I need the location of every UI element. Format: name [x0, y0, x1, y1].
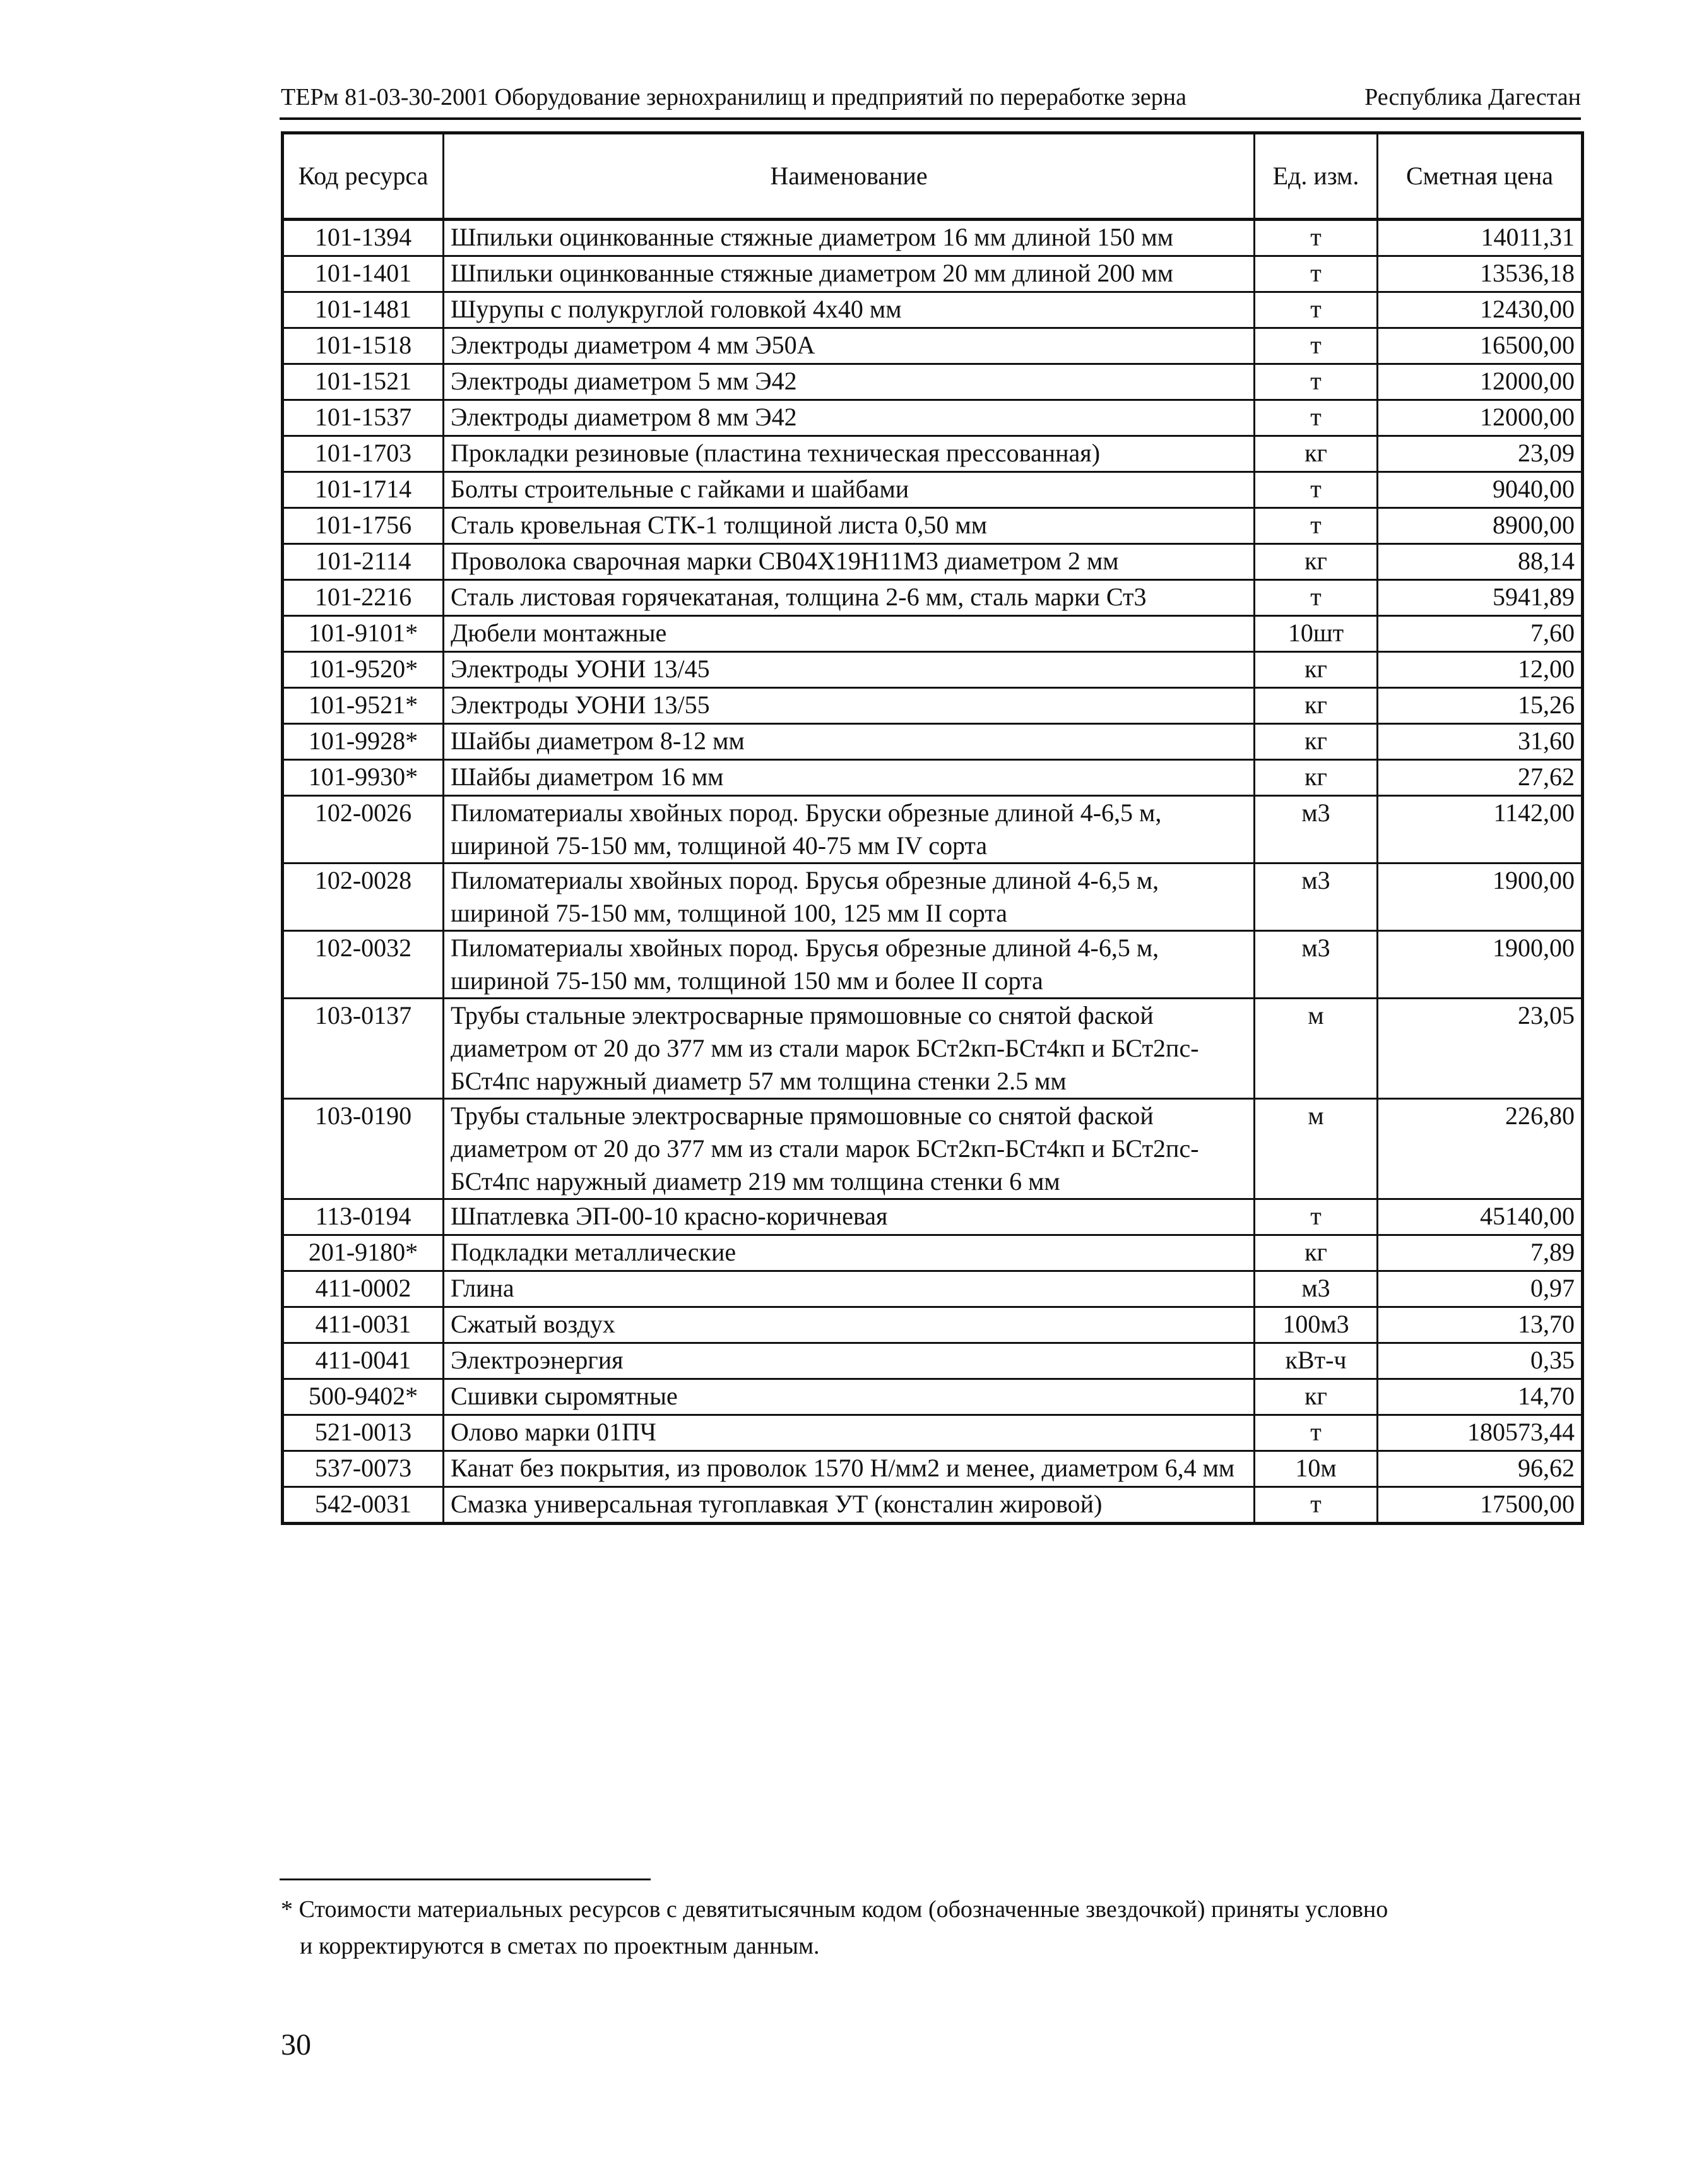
- table-row: [283, 688, 1583, 724]
- cell-price: 15,26: [1378, 688, 1583, 724]
- cell-price: 13,70: [1378, 1307, 1583, 1343]
- page-header: [281, 80, 1581, 115]
- cell-code: 103-0137: [283, 999, 444, 1099]
- cell-code: 411-0002: [283, 1271, 444, 1307]
- cell-price: 31,60: [1378, 724, 1583, 760]
- column-header-price: Сметная цена: [1378, 133, 1583, 220]
- table-row: [283, 652, 1583, 688]
- cell-unit: 10шт: [1255, 616, 1378, 652]
- cell-code: 101-1394: [283, 220, 444, 256]
- footnote-divider: [280, 1878, 651, 1880]
- table-row: [283, 508, 1583, 544]
- cell-name: Шпильки оцинкованные стяжные диаметром 16 мм длиной 150 мм: [444, 220, 1255, 256]
- cell-name: Шпильки оцинкованные стяжные диаметром 20 мм длиной 200 мм: [444, 256, 1255, 292]
- cell-unit: 100м3: [1255, 1307, 1378, 1343]
- table-row: [283, 256, 1583, 292]
- table-row: [283, 1235, 1583, 1271]
- cell-price: 45140,00: [1378, 1199, 1583, 1235]
- table-row: [283, 1343, 1583, 1379]
- column-header-unit: Ед. изм.: [1255, 133, 1378, 220]
- cell-price: 0,35: [1378, 1343, 1583, 1379]
- cell-name: Болты строительные с гайками и шайбами: [444, 472, 1255, 508]
- cell-code: 411-0031: [283, 1307, 444, 1343]
- table-row: [283, 544, 1583, 580]
- page-number: 30: [281, 2028, 311, 2062]
- cell-code: 521-0013: [283, 1415, 444, 1451]
- cell-unit: кг: [1255, 544, 1378, 580]
- cell-code: 500-9402*: [283, 1379, 444, 1415]
- table-row: [283, 760, 1583, 796]
- table-row: [283, 999, 1583, 1099]
- cell-price: 226,80: [1378, 1099, 1583, 1199]
- cell-name: Электроды диаметром 8 мм Э42: [444, 400, 1255, 436]
- cell-unit: кг: [1255, 760, 1378, 796]
- cell-unit: т: [1255, 580, 1378, 616]
- cell-code: 537-0073: [283, 1451, 444, 1487]
- cell-name: Сталь кровельная СТК-1 толщиной листа 0,50 мм: [444, 508, 1255, 544]
- cell-code: 101-2114: [283, 544, 444, 580]
- cell-unit: т: [1255, 472, 1378, 508]
- cell-name: Шайбы диаметром 8-12 мм: [444, 724, 1255, 760]
- cell-name: Пиломатериалы хвойных пород. Брусья обрезные длиной 4-6,5 м, шириной 75-150 мм, толщиной 150 мм и более II сорта: [444, 931, 1255, 999]
- cell-code: 101-1703: [283, 436, 444, 472]
- table-row: [283, 1307, 1583, 1343]
- cell-price: 14,70: [1378, 1379, 1583, 1415]
- cell-code: 101-1481: [283, 292, 444, 328]
- cell-unit: т: [1255, 364, 1378, 400]
- column-header-code: Код ресурса: [283, 133, 444, 220]
- table-row: [283, 931, 1583, 999]
- cell-name: Прокладки резиновые (пластина техническая прессованная): [444, 436, 1255, 472]
- table-row: [283, 864, 1583, 931]
- cell-name: Сшивки сыромятные: [444, 1379, 1255, 1415]
- footnote-line: * Стоимости материальных ресурсов с девятитысячным кодом (обозначенные звездочкой) приняты условно: [281, 1896, 1388, 1923]
- cell-unit: кг: [1255, 1379, 1378, 1415]
- cell-name: Трубы стальные электросварные прямошовные со снятой фаской диаметром от 20 до 377 мм из стали марок БСт2кп-БСт4кп и БСт2пс-БСт4пс наружный диаметр 57 мм толщина стенки 2.5 мм: [444, 999, 1255, 1099]
- table-row: [283, 220, 1583, 256]
- cell-unit: м: [1255, 999, 1378, 1099]
- table-row: [283, 1379, 1583, 1415]
- cell-code: 101-9521*: [283, 688, 444, 724]
- cell-code: 113-0194: [283, 1199, 444, 1235]
- cell-price: 14011,31: [1378, 220, 1583, 256]
- cell-unit: м3: [1255, 1271, 1378, 1307]
- cell-code: 101-1537: [283, 400, 444, 436]
- cell-name: Смазка универсальная тугоплавкая УТ (консталин жировой): [444, 1487, 1255, 1524]
- cell-name: Электроды диаметром 5 мм Э42: [444, 364, 1255, 400]
- cell-code: 101-9928*: [283, 724, 444, 760]
- cell-name: Пиломатериалы хвойных пород. Бруски обрезные длиной 4-6,5 м, шириной 75-150 мм, толщиной 40-75 мм IV сорта: [444, 796, 1255, 864]
- cell-unit: кг: [1255, 1235, 1378, 1271]
- table-row: [283, 400, 1583, 436]
- cell-code: 101-1518: [283, 328, 444, 364]
- cell-name: Дюбели монтажные: [444, 616, 1255, 652]
- cell-price: 23,09: [1378, 436, 1583, 472]
- cell-unit: м3: [1255, 931, 1378, 999]
- table-row: [283, 364, 1583, 400]
- cell-price: 1900,00: [1378, 864, 1583, 931]
- cell-code: 542-0031: [283, 1487, 444, 1524]
- cell-name: Шпатлевка ЭП-00-10 красно-коричневая: [444, 1199, 1255, 1235]
- cell-price: 0,97: [1378, 1271, 1583, 1307]
- cell-price: 12000,00: [1378, 364, 1583, 400]
- table-row: [283, 1487, 1583, 1524]
- cell-name: Сталь листовая горячекатаная, толщина 2-6 мм, сталь марки Ст3: [444, 580, 1255, 616]
- cell-price: 88,14: [1378, 544, 1583, 580]
- cell-code: 101-1521: [283, 364, 444, 400]
- document-title: ТЕРм 81-03-30-2001 Оборудование зернохранилищ и предприятий по переработке зерна: [281, 84, 1186, 110]
- cell-price: 12000,00: [1378, 400, 1583, 436]
- cell-name: Пиломатериалы хвойных пород. Брусья обрезные длиной 4-6,5 м, шириной 75-150 мм, толщиной 100, 125 мм II сорта: [444, 864, 1255, 931]
- cell-price: 23,05: [1378, 999, 1583, 1099]
- cell-price: 12430,00: [1378, 292, 1583, 328]
- table-row: [283, 724, 1583, 760]
- cell-code: 101-2216: [283, 580, 444, 616]
- cell-name: Олово марки 01ПЧ: [444, 1415, 1255, 1451]
- region-label: Республика Дагестан: [1364, 84, 1581, 110]
- cell-unit: т: [1255, 508, 1378, 544]
- cell-price: 8900,00: [1378, 508, 1583, 544]
- cell-price: 180573,44: [1378, 1415, 1583, 1451]
- column-header-name: Наименование: [444, 133, 1255, 220]
- cell-price: 7,89: [1378, 1235, 1583, 1271]
- cell-unit: м3: [1255, 796, 1378, 864]
- table-header-row: [283, 133, 1583, 220]
- cell-unit: т: [1255, 220, 1378, 256]
- table-row: [283, 1199, 1583, 1235]
- cell-unit: кг: [1255, 436, 1378, 472]
- cell-price: 27,62: [1378, 760, 1583, 796]
- cell-unit: кВт-ч: [1255, 1343, 1378, 1379]
- table-row: [283, 796, 1583, 864]
- cell-name: Электроды УОНИ 13/45: [444, 652, 1255, 688]
- cell-price: 1900,00: [1378, 931, 1583, 999]
- cell-unit: т: [1255, 256, 1378, 292]
- cell-price: 12,00: [1378, 652, 1583, 688]
- table-body: [283, 220, 1583, 1524]
- cell-name: Сжатый воздух: [444, 1307, 1255, 1343]
- cell-name: Шурупы с полукруглой головкой 4x40 мм: [444, 292, 1255, 328]
- cell-code: 101-1756: [283, 508, 444, 544]
- cell-name: Канат без покрытия, из проволок 1570 Н/мм2 и менее, диаметром 6,4 мм: [444, 1451, 1255, 1487]
- cell-unit: кг: [1255, 724, 1378, 760]
- footnote-line: и корректируются в сметах по проектным данным.: [300, 1933, 820, 1959]
- cell-name: Электроэнергия: [444, 1343, 1255, 1379]
- cell-code: 103-0190: [283, 1099, 444, 1199]
- cell-code: 101-9520*: [283, 652, 444, 688]
- cell-price: 9040,00: [1378, 472, 1583, 508]
- cell-code: 201-9180*: [283, 1235, 444, 1271]
- table-row: [283, 1099, 1583, 1199]
- table-row: [283, 1415, 1583, 1451]
- cell-name: Электроды диаметром 4 мм Э50А: [444, 328, 1255, 364]
- cell-code: 102-0028: [283, 864, 444, 931]
- table-row: [283, 616, 1583, 652]
- table-row: [283, 1451, 1583, 1487]
- header-divider: [280, 117, 1581, 120]
- table-row: [283, 1271, 1583, 1307]
- cell-unit: т: [1255, 1199, 1378, 1235]
- cell-unit: м3: [1255, 864, 1378, 931]
- cell-code: 102-0032: [283, 931, 444, 999]
- cell-name: Подкладки металлические: [444, 1235, 1255, 1271]
- cell-name: Трубы стальные электросварные прямошовные со снятой фаской диаметром от 20 до 377 мм из стали марок БСт2кп-БСт4кп и БСт2пс-БСт4пс наружный диаметр 219 мм толщина стенки 6 мм: [444, 1099, 1255, 1199]
- cell-price: 7,60: [1378, 616, 1583, 652]
- resource-price-table: [281, 131, 1584, 1525]
- cell-unit: 10м: [1255, 1451, 1378, 1487]
- cell-price: 5941,89: [1378, 580, 1583, 616]
- table-row: [283, 580, 1583, 616]
- footnote: [281, 1891, 1388, 1964]
- cell-price: 16500,00: [1378, 328, 1583, 364]
- cell-unit: кг: [1255, 652, 1378, 688]
- cell-price: 96,62: [1378, 1451, 1583, 1487]
- cell-unit: т: [1255, 400, 1378, 436]
- cell-unit: м: [1255, 1099, 1378, 1199]
- cell-code: 102-0026: [283, 796, 444, 864]
- cell-unit: т: [1255, 1415, 1378, 1451]
- cell-code: 101-1401: [283, 256, 444, 292]
- cell-code: 101-9930*: [283, 760, 444, 796]
- table-row: [283, 472, 1583, 508]
- cell-unit: т: [1255, 292, 1378, 328]
- cell-name: Шайбы диаметром 16 мм: [444, 760, 1255, 796]
- cell-unit: т: [1255, 1487, 1378, 1524]
- table-row: [283, 328, 1583, 364]
- cell-price: 13536,18: [1378, 256, 1583, 292]
- cell-name: Проволока сварочная марки СВ04Х19Н11М3 диаметром 2 мм: [444, 544, 1255, 580]
- cell-price: 1142,00: [1378, 796, 1583, 864]
- cell-name: Электроды УОНИ 13/55: [444, 688, 1255, 724]
- cell-name: Глина: [444, 1271, 1255, 1307]
- cell-unit: т: [1255, 328, 1378, 364]
- cell-code: 101-9101*: [283, 616, 444, 652]
- table-row: [283, 292, 1583, 328]
- cell-code: 411-0041: [283, 1343, 444, 1379]
- cell-price: 17500,00: [1378, 1487, 1583, 1524]
- cell-unit: кг: [1255, 688, 1378, 724]
- cell-code: 101-1714: [283, 472, 444, 508]
- table-row: [283, 436, 1583, 472]
